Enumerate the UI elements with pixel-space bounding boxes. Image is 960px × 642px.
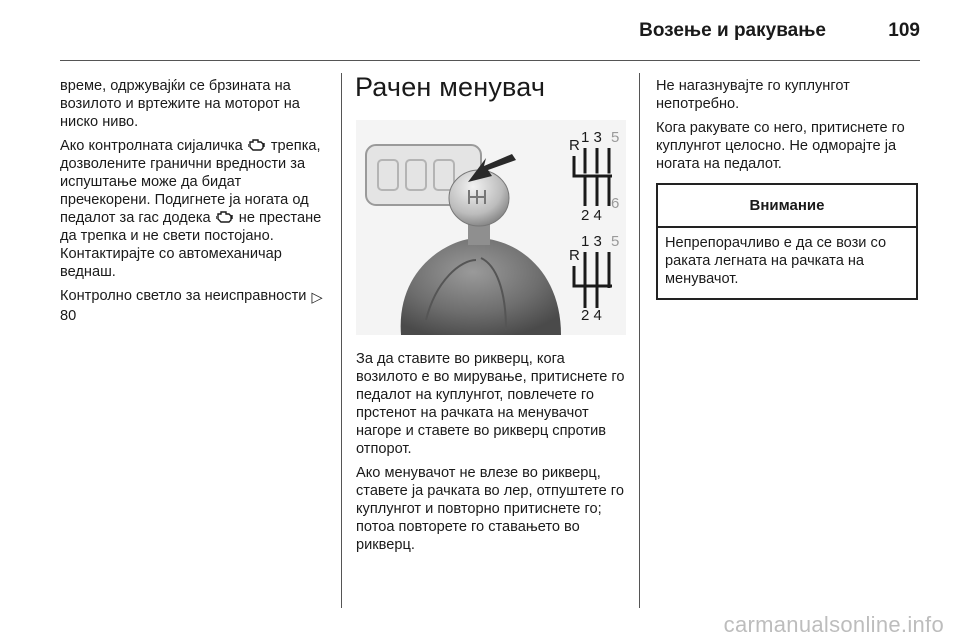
right-paragraph-2: Кога ракувате со него, притиснете го куплунгот целосно. Не одморајте ја ногата на педалот. bbox=[656, 120, 905, 172]
warning-callout bbox=[656, 183, 918, 300]
column-divider-right bbox=[639, 73, 640, 608]
callout-text: Непрепорачливо е да се вози со раката легната на рачката на менувачот. bbox=[665, 235, 887, 287]
left-paragraph-3: Контролно светло за неисправности ▷ 80 bbox=[60, 288, 323, 324]
pattern-label-top: 1 3 bbox=[581, 233, 602, 250]
page-header-title: Возење и ракување bbox=[639, 20, 826, 41]
pattern-label-bottom: 2 4 bbox=[581, 207, 602, 224]
gear-shift-figure bbox=[356, 120, 626, 335]
section-title: Рачен менувач bbox=[355, 72, 546, 102]
middle-paragraph-1: За да ставите во рикверц, кога возилото е во мирување, притиснете го педалот на куплунгот, повлечете го прстенот на рачката на менувачот нагоре и ставете во рикверц спротив отпорот. bbox=[356, 351, 625, 457]
callout-title: Внимание bbox=[658, 185, 916, 228]
middle-paragraph-2: Ако менувачот не влезе во рикверц, ставете ја рачката во лер, отпуштете го куплунгот и повторно притиснете го; потоа повторете го ставањето во рикверц. bbox=[356, 465, 624, 553]
watermark: carmanualsonline.info bbox=[723, 612, 944, 637]
pattern-label-bottom: 2 4 bbox=[581, 307, 602, 324]
right-column bbox=[656, 77, 921, 300]
pattern-label-top-right: 5 bbox=[611, 129, 620, 146]
left-paragraph-1: време, одржувајќи се брзината на возилото и вртежите на моторот на ниско ниво. bbox=[60, 78, 300, 130]
right-paragraph-1: Не нагазнувајте го куплунгот непотребно. bbox=[656, 78, 850, 112]
pattern-label-top: 1 3 bbox=[581, 129, 602, 146]
engine-warning-icon bbox=[248, 138, 266, 152]
pattern-label-top-right: 5 bbox=[611, 233, 620, 250]
page-number: 109 bbox=[888, 20, 920, 41]
middle-column bbox=[356, 350, 626, 560]
pattern-label-r: R bbox=[569, 247, 580, 264]
left-column bbox=[60, 77, 332, 331]
page-reference-arrow-icon: ▷ bbox=[311, 290, 323, 306]
engine-warning-icon bbox=[216, 210, 234, 224]
column-divider-left bbox=[341, 73, 342, 608]
left-paragraph-2: Ако контролната сијаличка трепка, дозволените гранични вредности за испуштање може да бидат пречекорени. Подигнете ја ногата од педалот за гас додека не престане да трепка и не свети постојано. Контактирајте со автомеханичар веднаш. bbox=[60, 138, 322, 280]
page-reference[interactable]: 80 bbox=[60, 308, 77, 324]
header-rule bbox=[60, 60, 920, 61]
pattern-label-bottom-right: 6 bbox=[611, 195, 620, 212]
pattern-label-r: R bbox=[569, 137, 580, 154]
